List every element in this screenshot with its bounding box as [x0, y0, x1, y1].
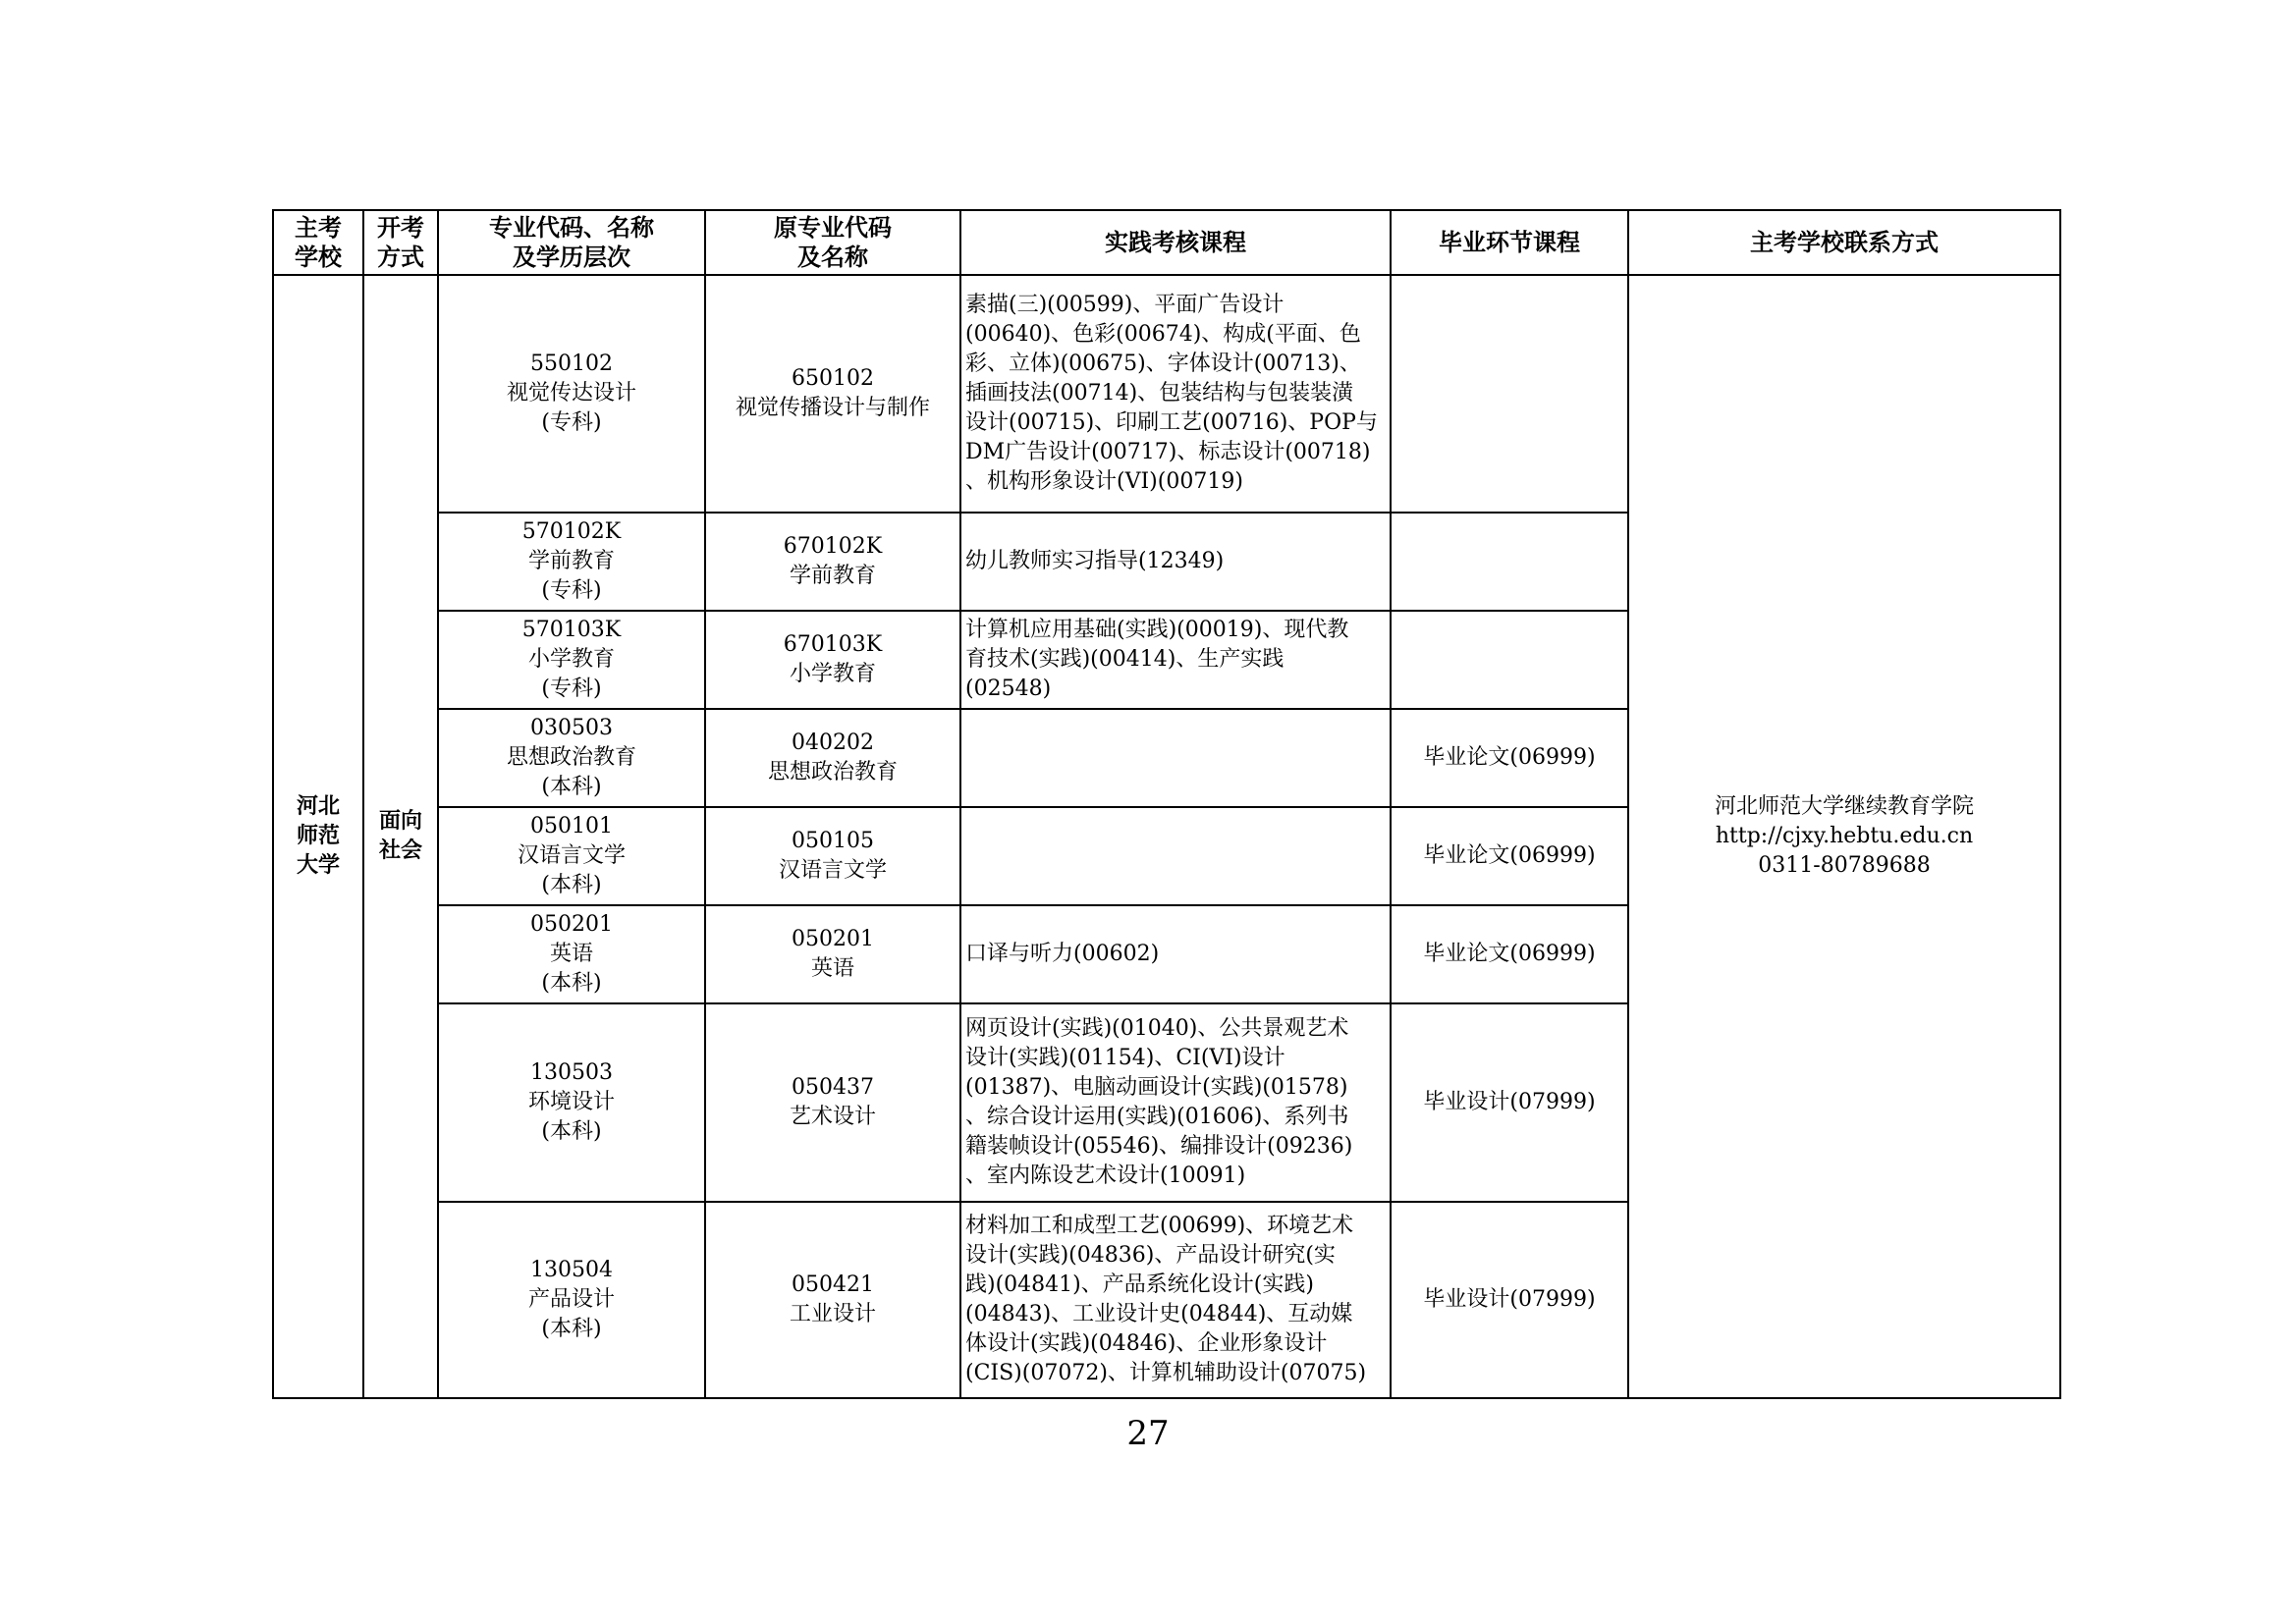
school-name: 河北 师范 大学	[273, 275, 363, 1398]
major-cell: 050201 英语 (本科)	[438, 905, 705, 1003]
graduation-cell	[1391, 275, 1628, 513]
practice-courses-cell: 网页设计(实践)(01040)、公共景观艺术 设计(实践)(01154)、CI(VI)设计 (01387)、电脑动画设计(实践)(01578) 、综合设计运用(实践)(01606)、系列书 籍装帧设计(05546)、编排设计(09236) 、室内陈设艺术设计(10091)	[960, 1003, 1391, 1202]
major-cell: 130504 产品设计 (本科)	[438, 1202, 705, 1398]
practice-courses-cell	[960, 709, 1391, 807]
exam-mode: 面向 社会	[363, 275, 438, 1398]
original-major-cell: 670102K 学前教育	[705, 513, 960, 611]
header-major: 专业代码、名称 及学历层次	[438, 210, 705, 275]
major-cell: 550102 视觉传达设计 (专科)	[438, 275, 705, 513]
practice-courses-cell	[960, 807, 1391, 905]
major-cell: 130503 环境设计 (本科)	[438, 1003, 705, 1202]
original-major-cell: 670103K 小学教育	[705, 611, 960, 709]
original-major-cell: 050421 工业设计	[705, 1202, 960, 1398]
header-graduation-courses: 毕业环节课程	[1391, 210, 1628, 275]
graduation-cell	[1391, 513, 1628, 611]
practice-courses-cell: 材料加工和成型工艺(00699)、环境艺术 设计(实践)(04836)、产品设计研究(实 践)(04841)、产品系统化设计(实践) (04843)、工业设计史(04844)、互动媒 体设计(实践)(04846)、企业形象设计 (CIS)(07072)、计算机辅助设计(07075)	[960, 1202, 1391, 1398]
practice-courses-cell: 口译与听力(00602)	[960, 905, 1391, 1003]
header-practice-courses: 实践考核课程	[960, 210, 1391, 275]
original-major-cell: 650102 视觉传播设计与制作	[705, 275, 960, 513]
contact-cell: 河北师范大学继续教育学院 http://cjxy.hebtu.edu.cn 0311-80789688	[1628, 275, 2060, 1398]
graduation-cell: 毕业论文(06999)	[1391, 709, 1628, 807]
original-major-cell: 050105 汉语言文学	[705, 807, 960, 905]
major-cell: 570103K 小学教育 (专科)	[438, 611, 705, 709]
major-cell: 570102K 学前教育 (专科)	[438, 513, 705, 611]
page-number: 27	[1126, 1414, 1170, 1453]
original-major-cell: 050201 英语	[705, 905, 960, 1003]
major-cell: 030503 思想政治教育 (本科)	[438, 709, 705, 807]
graduation-cell: 毕业论文(06999)	[1391, 905, 1628, 1003]
major-cell: 050101 汉语言文学 (本科)	[438, 807, 705, 905]
admission-table	[272, 209, 2061, 1399]
header-row	[273, 210, 2060, 275]
practice-courses-cell: 计算机应用基础(实践)(00019)、现代教 育技术(实践)(00414)、生产实践 (02548)	[960, 611, 1391, 709]
graduation-cell: 毕业设计(07999)	[1391, 1003, 1628, 1202]
header-contact: 主考学校联系方式	[1628, 210, 2060, 275]
graduation-cell: 毕业论文(06999)	[1391, 807, 1628, 905]
practice-courses-cell: 素描(三)(00599)、平面广告设计 (00640)、色彩(00674)、构成(平面、色 彩、立体)(00675)、字体设计(00713)、 插画技法(00714)、包装结构与包装装潢 设计(00715)、印刷工艺(00716)、POP与 DM广告设计(00717)、标志设计(00718) 、机构形象设计(VI)(00719)	[960, 275, 1391, 513]
original-major-cell: 050437 艺术设计	[705, 1003, 960, 1202]
header-school: 主考 学校	[273, 210, 363, 275]
graduation-cell	[1391, 611, 1628, 709]
header-exam-mode: 开考 方式	[363, 210, 438, 275]
original-major-cell: 040202 思想政治教育	[705, 709, 960, 807]
table-row	[273, 275, 2060, 513]
graduation-cell: 毕业设计(07999)	[1391, 1202, 1628, 1398]
practice-courses-cell: 幼儿教师实习指导(12349)	[960, 513, 1391, 611]
header-original-major: 原专业代码 及名称	[705, 210, 960, 275]
